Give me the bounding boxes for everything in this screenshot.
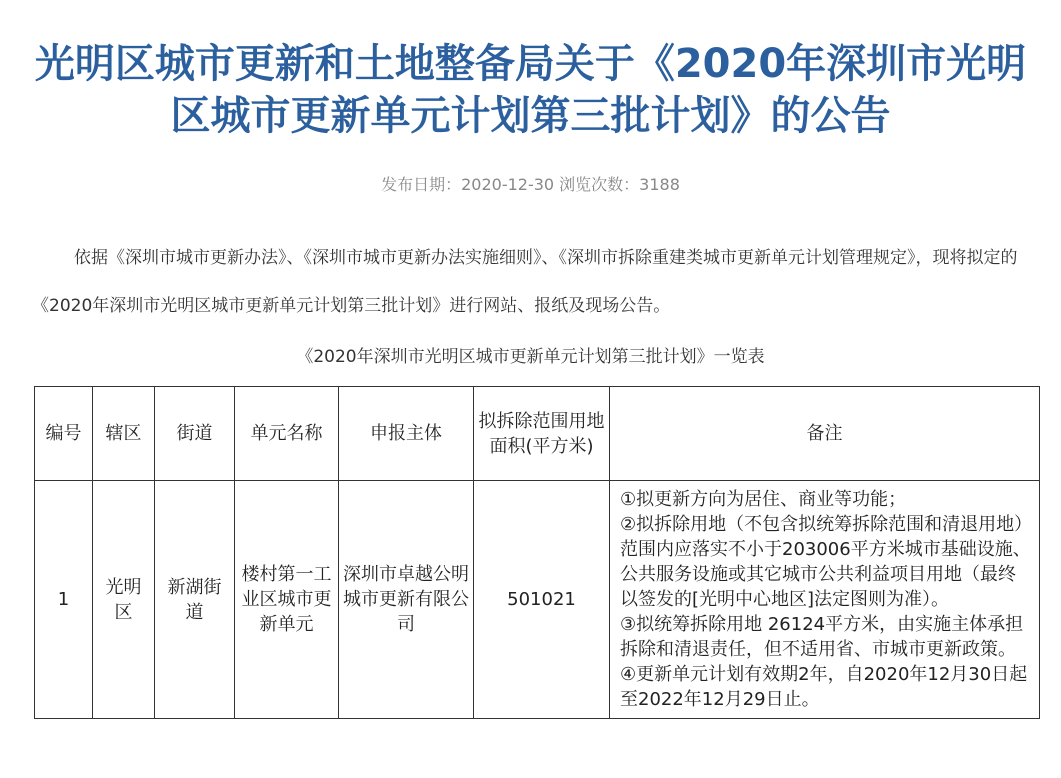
- cell-district: 光明区: [93, 481, 155, 719]
- table-caption: 《2020年深圳市光明区城市更新单元计划第三批计划》一览表: [296, 347, 765, 367]
- table-row: [35, 481, 1040, 719]
- header-applicant: 申报主体: [339, 387, 474, 481]
- remark-item-1: ①拟更新方向为居住、商业等功能；: [620, 489, 907, 510]
- remark-item-4: ④更新单元计划有效期2年，自2020年12月30日起至2022年12月29日止。: [620, 664, 1028, 710]
- cell-applicant: 深圳市卓越公明城市更新有限公司: [339, 481, 474, 719]
- publish-meta: 发布日期：2020-12-30 浏览次数：3188: [381, 175, 680, 194]
- cell-unit-name: 楼村第一工业区城市更新单元: [235, 481, 339, 719]
- header-district: 辖区: [93, 387, 155, 481]
- plan-table: [34, 386, 1040, 719]
- notice-paragraph: 依据《深圳市城市更新办法》、《深圳市城市更新办法实施细则》、《深圳市拆除重建类城市更新单元计划管理规定》，现将拟定的《2020年深圳市光明区城市更新单元计划第三批计划》进行网站、报纸及现场公告。: [32, 248, 1018, 316]
- cell-remarks: [610, 481, 1040, 719]
- header-area: 拟拆除范围用地面积(平方米): [474, 387, 610, 481]
- title-line-1: 光明区城市更新和土地整备局关于《2020年深圳市光明: [34, 41, 1027, 87]
- remark-item-3: ③拟统筹拆除用地 26124平方米，由实施主体承担拆除和清退责任，但不适用省、市城市更新政策。: [620, 614, 1024, 660]
- table-header-row: [35, 387, 1040, 481]
- cell-no: 1: [35, 481, 93, 719]
- title-line-2: 区城市更新单元计划第三批计划》的公告: [170, 93, 891, 139]
- remark-item-2: ②拟拆除用地（不包含拟统筹拆除范围和清退用地）范围内应落实不小于203006平方米城市基础设施、公共服务设施或其它城市公共利益项目用地（最终以签发的[光明中心地区]法定图则为准）。: [620, 514, 1031, 610]
- header-remarks: 备注: [610, 387, 1040, 481]
- header-unit-name: 单元名称: [235, 387, 339, 481]
- header-no: 编号: [35, 387, 93, 481]
- cell-area: 501021: [474, 481, 610, 719]
- page-title: [0, 38, 1061, 142]
- cell-street: 新湖街道: [155, 481, 235, 719]
- header-street: 街道: [155, 387, 235, 481]
